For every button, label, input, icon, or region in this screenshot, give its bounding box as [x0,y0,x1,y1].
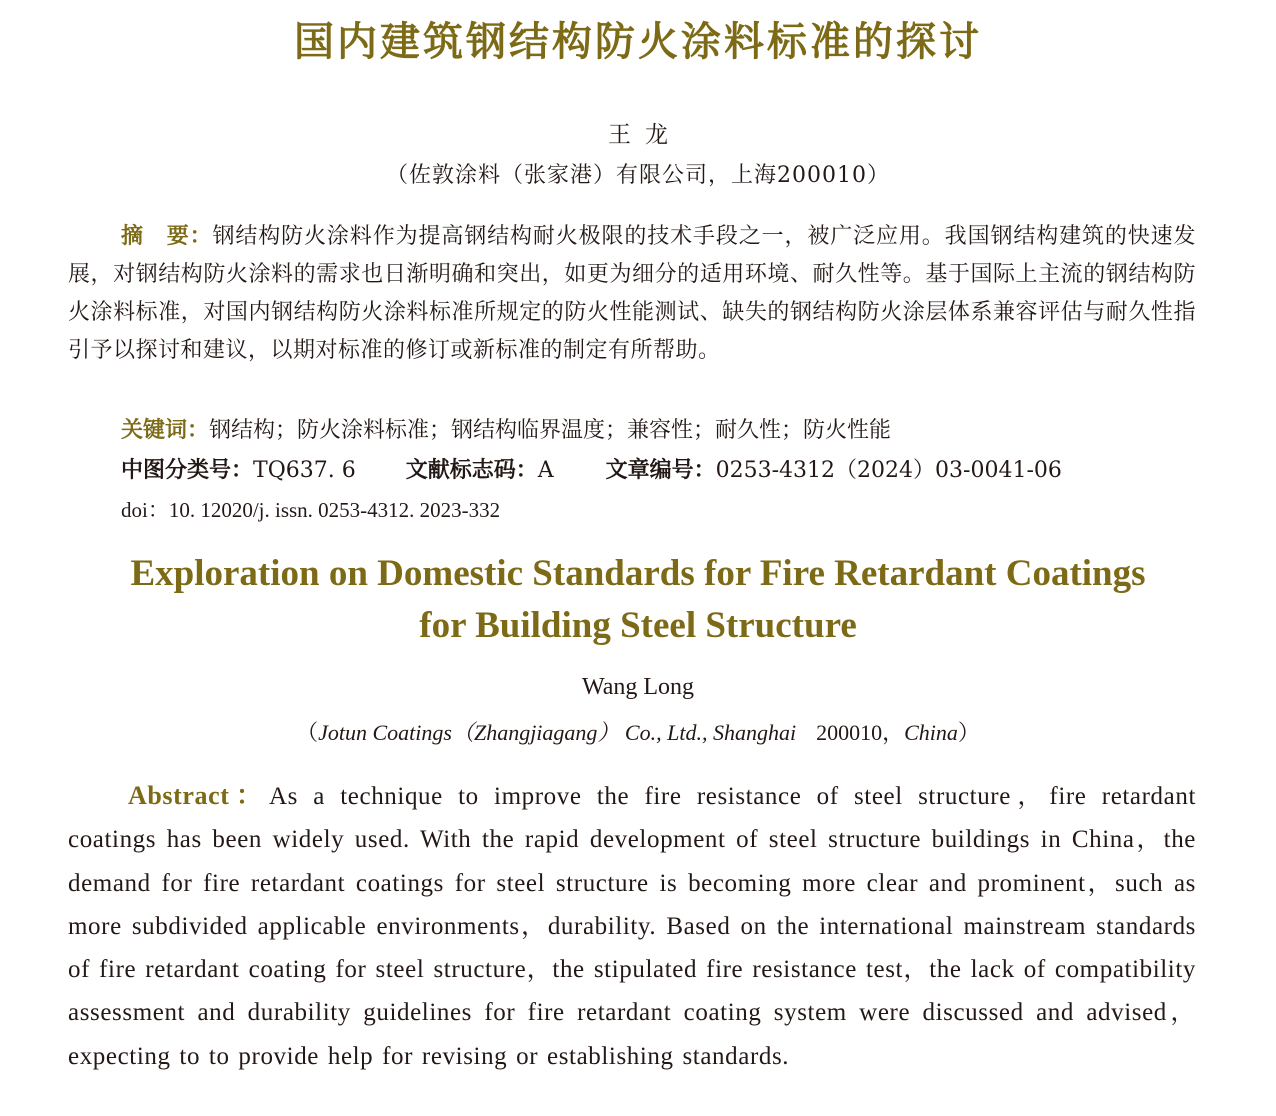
doc-code-value: A [537,458,554,483]
paper-title-chinese: 国内建筑钢结构防火涂料标准的探讨 [294,19,982,65]
abstract-label-chinese: 摘 要： [121,224,213,249]
article-number-value: 0253-4312（2024）03-0041-06 [715,458,1062,483]
clc-label: 中图分类号： [121,458,254,483]
abstract-chinese [68,218,1196,370]
paper-title-english-line1: Exploration on Domestic Standards for Fire Retardant Coatings [130,553,1146,594]
author-name-chinese: 王龙 [608,122,682,148]
affiliation-country: China [904,720,958,745]
affiliation-organization: Jotun Coatings（Zhangjiagang） Co., Ltd., Shanghai [318,720,797,745]
affiliation-chinese: （佐敦涂料（张家港）有限公司，上海200010） [386,163,890,188]
abstract-text-chinese: 钢结构防火涂料作为提高钢结构耐火极限的技术手段之一，被广泛应用。我国钢结构建筑的快速发展，对钢结构防火涂料的需求也日渐明确和突出，如更为细分的适用环境、耐久性等。基于国际上主流的钢结构防火涂料标准，对国内钢结构防火涂料标准所规定的防火性能测试、缺失的钢结构防火涂层体系兼容评估与耐久性指引予以探讨和建议，以期对标准的修订或新标准的制定有所帮助。 [68,224,1196,363]
paper-title-english [0,548,1276,652]
clc-value: TQ637. 6 [253,458,356,483]
abstract-label-english: Abstract： [128,781,270,810]
abstract-text-english: As a technique to improve the fire resistance of steel structure，fire retardant coatings has been widely used. With the rapid development of steel structure buildings in China，the demand for fire retardant coatings for steel structure is becoming more clear and prominent，such as more subdivided applicable environments，durability. Based on the international mainstream standards of fire retardant coating for steel structure，the stipulated fire resistance test，the lack of compatibility assessment and durability guidelines for fire retardant coating system were discussed and advised，expecting to to provide help for revising or establishing standards. [68,783,1196,1070]
keywords-chinese [121,414,1191,448]
affiliation-postal-code: 200010， [816,720,905,745]
affiliation-open-paren: （ [296,720,319,745]
article-number-label: 文章编号： [605,458,716,483]
abstract-english [68,774,1196,1078]
keywords-text-chinese: 钢结构；防火涂料标准；钢结构临界温度；兼容性；耐久性；防火性能 [209,418,892,443]
paper-title-english-line2: for Building Steel Structure [419,605,857,646]
keywords-label-chinese: 关键词： [121,418,210,443]
doi-line: doi：10. 12020/j. issn. 0253-4312. 2023-332 [121,498,501,522]
doc-code-label: 文献标志码： [405,458,538,483]
affiliation-close-paren: ） [957,720,980,745]
affiliation-english [0,716,1276,747]
author-name-english: Wang Long [581,674,695,700]
classification-line [121,454,1191,488]
